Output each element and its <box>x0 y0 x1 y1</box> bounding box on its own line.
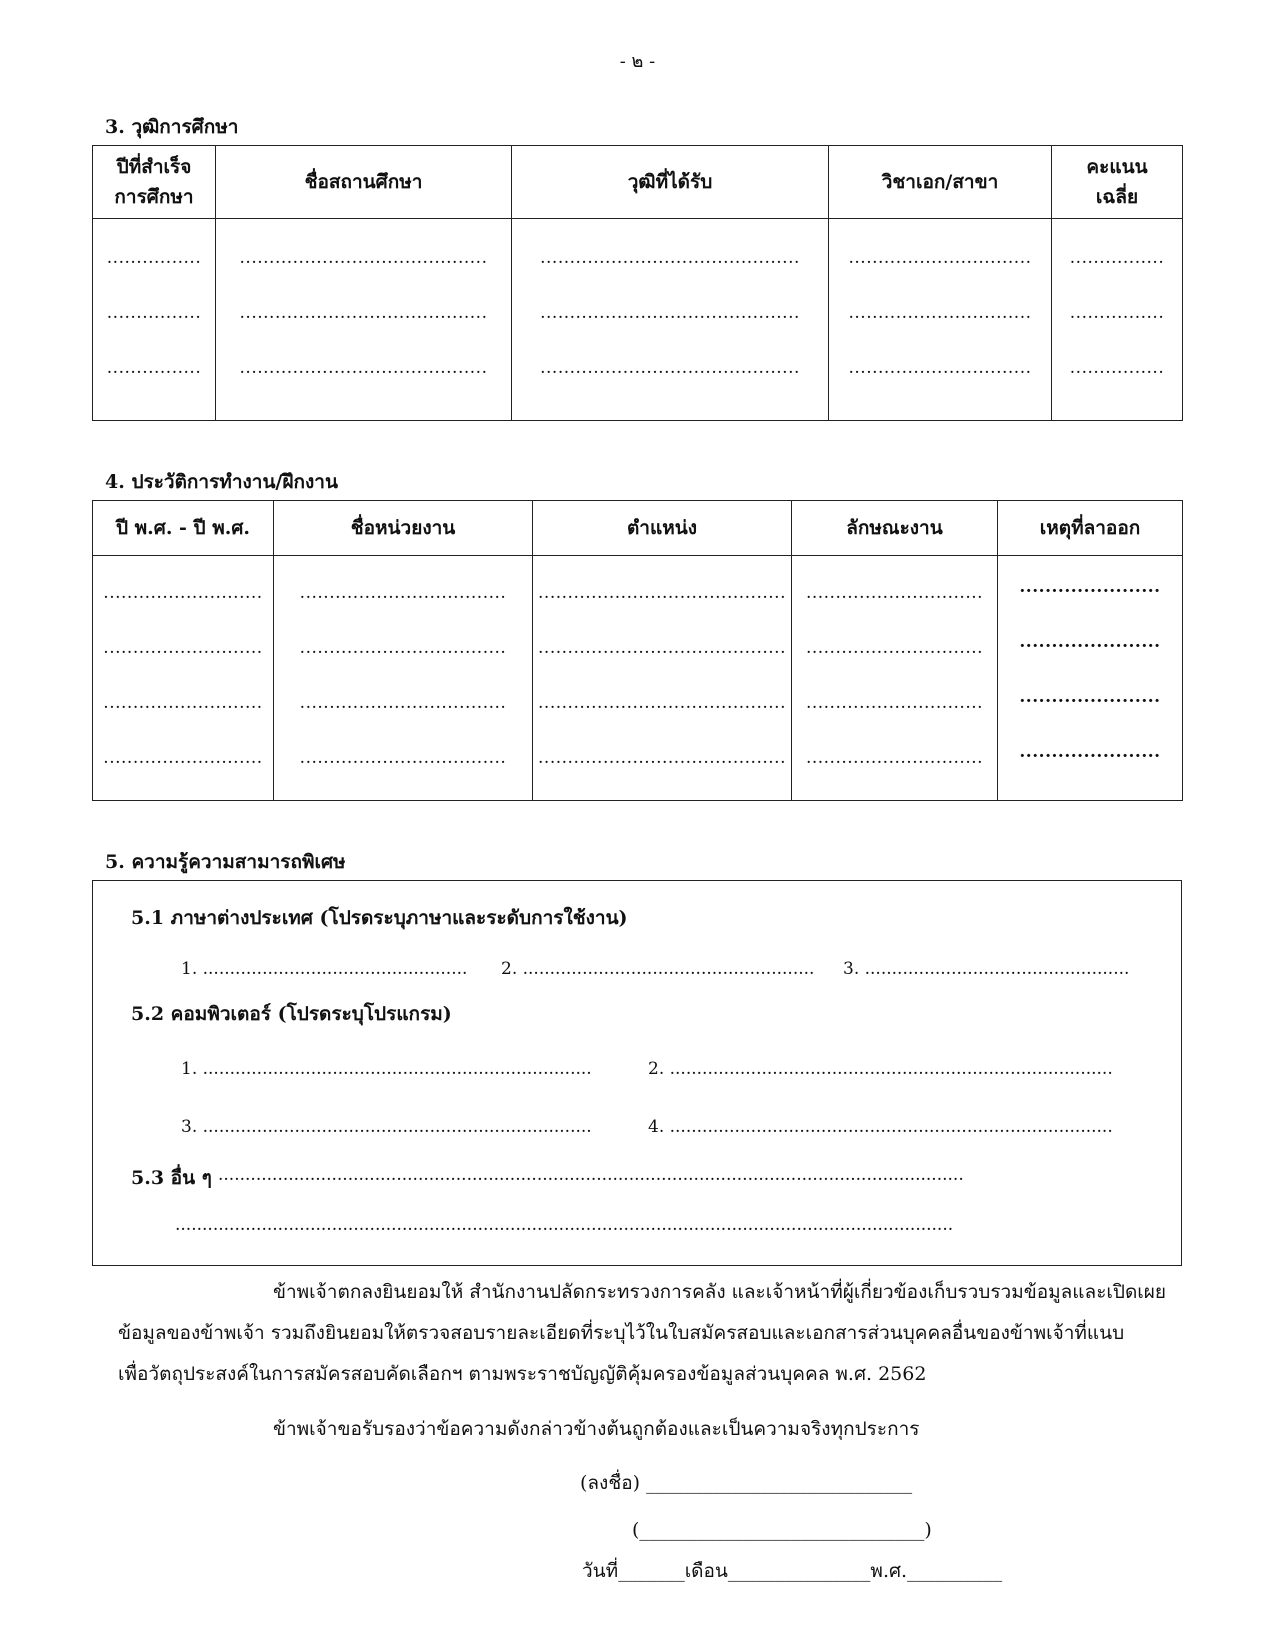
work-col-position <box>533 556 792 801</box>
field-dots[interactable]: ............................................ <box>540 358 800 378</box>
signature-row <box>580 1468 912 1498</box>
year-field[interactable]: __________ <box>907 1560 1003 1582</box>
header-leave-reason: เหตุที่ลาออก <box>998 501 1183 556</box>
field-dots[interactable]: .......................................... <box>239 358 488 378</box>
other-subtitle: 5.3 อื่น ๆ <box>131 1167 212 1189</box>
other-field-2[interactable]: ................................................................................................................................................ <box>175 1215 954 1235</box>
language-subtitle: 5.1 ภาษาต่างประเทศ (โปรดระบุภาษาและระดับการใช้งาน) <box>131 907 628 929</box>
computer-field-3[interactable]: 3. ........................................................................ <box>181 1117 592 1137</box>
field-dots[interactable]: ........................... <box>103 693 263 713</box>
header-job-nature: ลักษณะงาน <box>792 501 998 556</box>
header-gpa: คะแนน เฉลี่ย <box>1052 146 1183 219</box>
field-dots[interactable]: ................ <box>106 303 202 323</box>
education-table <box>92 145 1183 421</box>
language-field-1[interactable]: 1. ................................................. <box>181 959 468 979</box>
field-dots[interactable]: .......................................... <box>239 303 488 323</box>
field-dots[interactable]: .......................................... <box>538 693 786 713</box>
field-dots[interactable]: ............................... <box>848 248 1032 268</box>
year-label: พ.ศ. <box>870 1560 908 1582</box>
field-dots[interactable]: .............................. <box>805 638 984 658</box>
field-dots[interactable]: ........................... <box>103 638 263 658</box>
header-years: ปี พ.ศ. - ปี พ.ศ. <box>93 501 274 556</box>
header-major: วิชาเอก/สาขา <box>829 146 1052 219</box>
field-dots[interactable]: ................................... <box>299 638 507 658</box>
education-col-institution <box>216 219 512 421</box>
section4-title: 4. ประวัติการทำงาน/ฝึกงาน <box>105 471 338 493</box>
other-field-1[interactable]: .......................................................................................................................................... <box>218 1165 964 1185</box>
header-institution: ชื่อสถานศึกษา <box>216 146 512 219</box>
section3-title: 3. วุฒิการศึกษา <box>105 116 239 138</box>
printed-name-line[interactable]: (______________________________) <box>632 1519 932 1541</box>
field-dots[interactable]: ................................... <box>299 583 507 603</box>
computer-field-4[interactable]: 4. .................................................................................. <box>648 1117 1113 1137</box>
day-label: วันที่ <box>582 1560 619 1582</box>
special-skills-box <box>92 880 1182 1266</box>
computer-subtitle: 5.2 คอมพิวเตอร์ (โปรดระบุโปรแกรม) <box>131 1003 452 1025</box>
field-dots[interactable]: ...................... <box>1019 687 1161 707</box>
section5-title: 5. ความรู้ความสามารถพิเศษ <box>105 851 346 873</box>
field-dots[interactable]: ...................... <box>1019 577 1161 597</box>
work-col-organization <box>274 556 533 801</box>
header-position: ตำแหน่ง <box>533 501 792 556</box>
work-col-leave-reason <box>998 556 1183 801</box>
field-dots[interactable]: .............................. <box>805 583 984 603</box>
field-dots[interactable]: ................ <box>1069 358 1165 378</box>
field-dots[interactable]: ................ <box>1069 248 1165 268</box>
language-field-3[interactable]: 3. ................................................. <box>843 959 1130 979</box>
field-dots[interactable]: ........................... <box>103 748 263 768</box>
signature-line[interactable]: ____________________________ <box>646 1472 913 1494</box>
education-col-major <box>829 219 1052 421</box>
field-dots[interactable]: ................ <box>1069 303 1165 323</box>
work-history-table <box>92 500 1183 801</box>
month-label: เดือน <box>684 1560 728 1582</box>
date-row <box>582 1556 1002 1586</box>
field-dots[interactable]: ...................... <box>1019 632 1161 652</box>
field-dots[interactable]: .......................................... <box>538 583 786 603</box>
field-dots[interactable]: .......................................... <box>239 248 488 268</box>
month-field[interactable]: _______________ <box>727 1560 871 1582</box>
day-field[interactable]: _______ <box>618 1560 685 1582</box>
field-dots[interactable]: ............................... <box>848 303 1032 323</box>
header-organization: ชื่อหน่วยงาน <box>274 501 533 556</box>
consent-line-3: เพื่อวัตถุประสงค์ในการสมัครสอบคัดเลือกฯ ตามพระราชบัญญัติคุ้มครองข้อมูลส่วนบุคคล พ.ศ. 2562 <box>118 1363 927 1385</box>
consent-line-1: ข้าพเจ้าตกลงยินยอมให้ สำนักงานปลัดกระทรวงการคลัง และเจ้าหน้าที่ผู้เกี่ยวข้องเก็บรวบรวมข้อมูลและเปิดเผย <box>273 1281 1167 1303</box>
field-dots[interactable]: .............................. <box>805 748 984 768</box>
field-dots[interactable]: ........................... <box>103 583 263 603</box>
field-dots[interactable]: ................ <box>106 358 202 378</box>
work-col-job-nature <box>792 556 998 801</box>
certify-statement: ข้าพเจ้าขอรับรองว่าข้อความดังกล่าวข้างต้นถูกต้องและเป็นความจริงทุกประการ <box>273 1418 920 1440</box>
field-dots[interactable]: ................................... <box>299 693 507 713</box>
field-dots[interactable]: .......................................... <box>538 638 786 658</box>
header-degree: วุฒิที่ได้รับ <box>512 146 829 219</box>
field-dots[interactable]: ................................... <box>299 748 507 768</box>
language-field-2[interactable]: 2. ...................................................... <box>501 959 815 979</box>
computer-field-1[interactable]: 1. ........................................................................ <box>181 1059 592 1079</box>
field-dots[interactable]: ............................................ <box>540 248 800 268</box>
computer-field-2[interactable]: 2. .................................................................................. <box>648 1059 1113 1079</box>
consent-line-2: ข้อมูลของข้าพเจ้า รวมถึงยินยอมให้ตรวจสอบรายละเอียดที่ระบุไว้ในใบสมัครสอบและเอกสารส่วนบุคคลอื่นของข้าพเจ้าที่แนบ <box>118 1322 1125 1344</box>
education-col-degree <box>512 219 829 421</box>
field-dots[interactable]: ............................... <box>848 358 1032 378</box>
header-grad-year: ปีที่สำเร็จ การศึกษา <box>93 146 216 219</box>
field-dots[interactable]: .............................. <box>805 693 984 713</box>
education-col-year <box>93 219 216 421</box>
field-dots[interactable]: ................ <box>106 248 202 268</box>
page-number: - ๒ - <box>619 51 656 72</box>
field-dots[interactable]: .......................................... <box>538 748 786 768</box>
work-col-years <box>93 556 274 801</box>
field-dots[interactable]: ............................................ <box>540 303 800 323</box>
field-dots[interactable]: ...................... <box>1019 742 1161 762</box>
education-col-gpa <box>1052 219 1183 421</box>
sign-label: (ลงชื่อ) <box>580 1472 641 1494</box>
